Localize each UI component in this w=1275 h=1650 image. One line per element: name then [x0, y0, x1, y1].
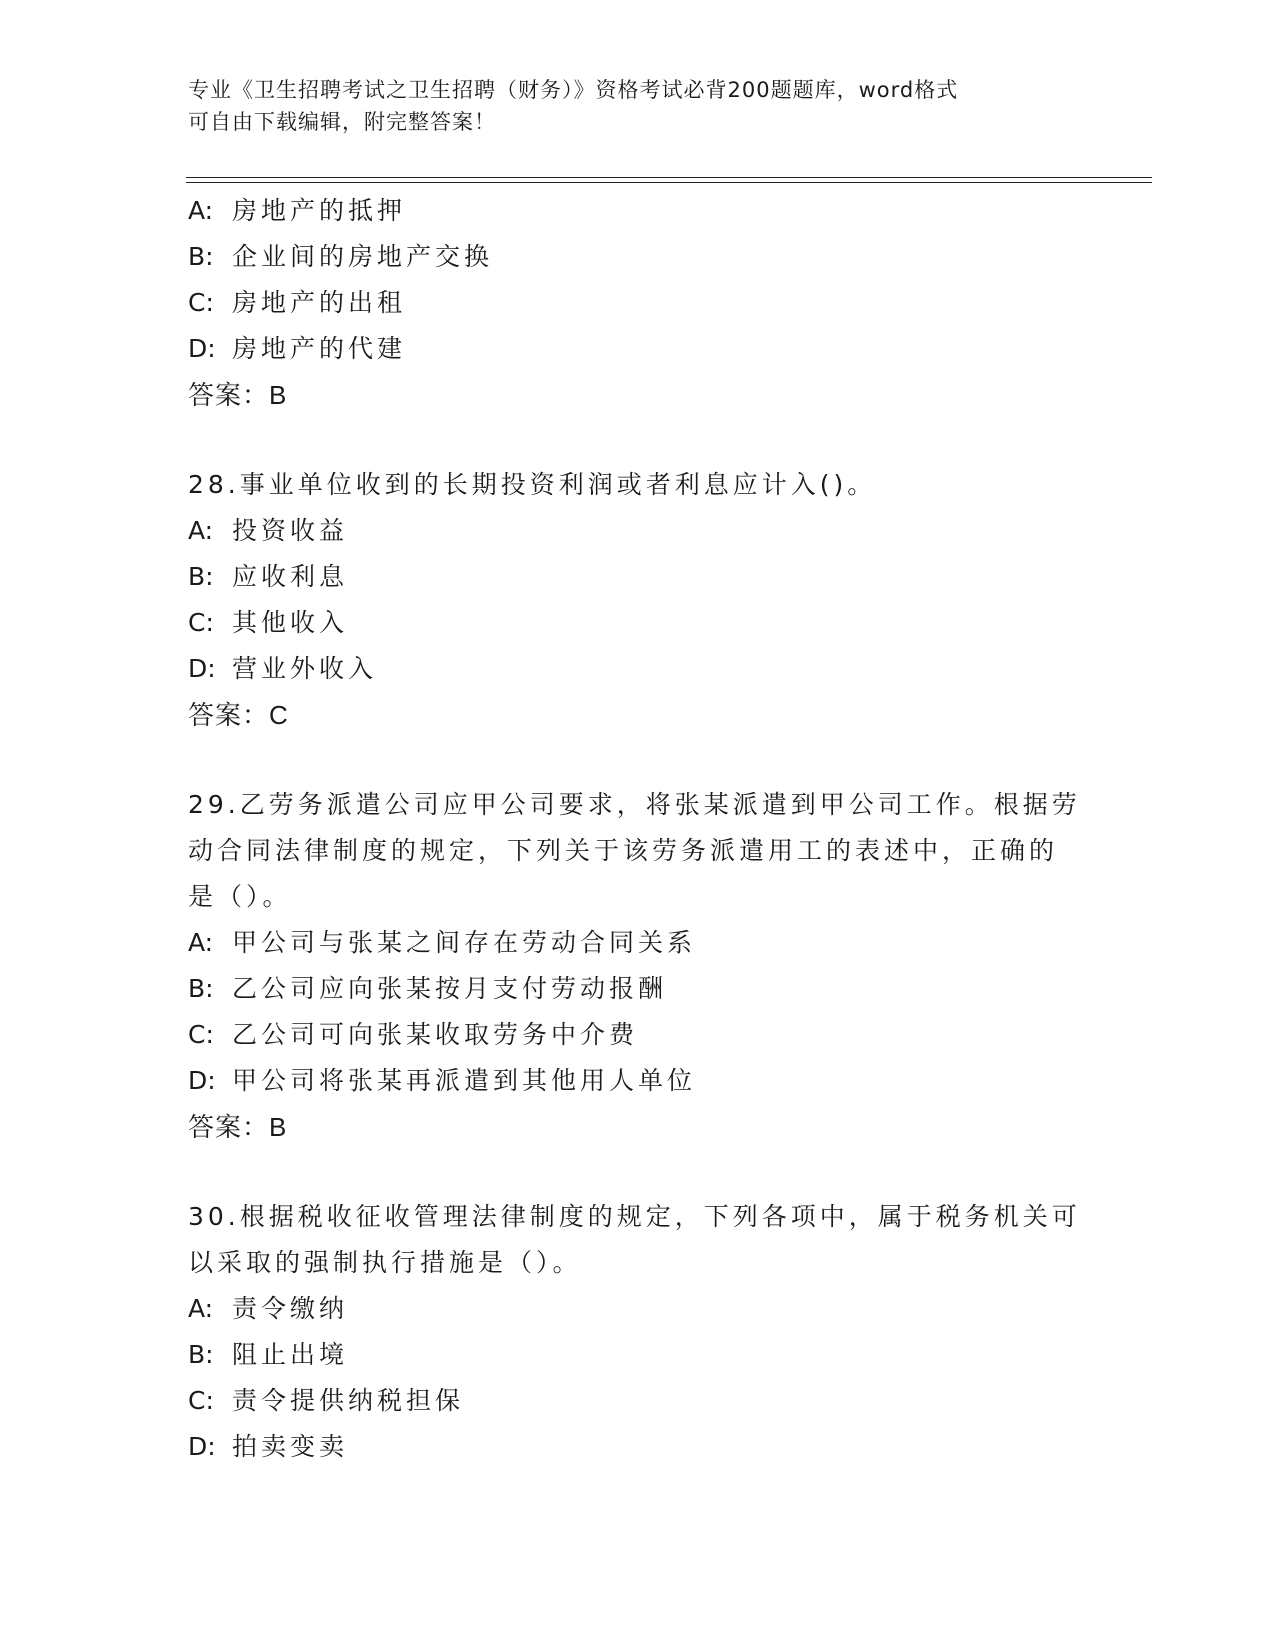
- option-a: [188, 508, 1088, 554]
- option-text: 房地产的出租: [232, 288, 407, 317]
- option-b: [188, 234, 1088, 280]
- option-letter: B:: [188, 974, 214, 1003]
- question-text-line-1: 29.乙劳务派遣公司应甲公司要求，将张某派遣到甲公司工作。根据劳: [188, 790, 1081, 819]
- option-d: [188, 326, 1088, 372]
- option-text: 乙公司应向张某按月支付劳动报酬: [232, 974, 668, 1003]
- option-d: [188, 1058, 1088, 1104]
- option-letter: D:: [188, 654, 216, 683]
- answer-line: 答案：B: [188, 1112, 288, 1142]
- question-text-line-2: 动合同法律制度的规定，下列关于该劳务派遣用工的表述中，正确的: [188, 836, 1059, 865]
- option-text: 责令提供纳税担保: [232, 1386, 465, 1415]
- option-text: 应收利息: [232, 562, 349, 591]
- option-letter: C:: [188, 288, 214, 317]
- header-line-1: 专业《卫生招聘考试之卫生招聘（财务）》资格考试必背200题题库，word格式: [188, 78, 959, 102]
- option-d: [188, 1424, 1088, 1470]
- option-text: 责令缴纳: [232, 1294, 349, 1323]
- option-text: 房地产的代建: [232, 334, 407, 363]
- option-text: 乙公司可向张某收取劳务中介费: [232, 1020, 639, 1049]
- option-letter: D:: [188, 1432, 216, 1461]
- answer-line: 答案：C: [188, 700, 289, 730]
- option-letter: C:: [188, 608, 214, 637]
- header-divider-top: [186, 177, 1152, 178]
- option-letter: D:: [188, 334, 216, 363]
- option-letter: A:: [188, 516, 214, 545]
- option-text: 拍卖变卖: [232, 1432, 349, 1461]
- option-text: 营业外收入: [232, 654, 378, 683]
- option-text: 其他收入: [232, 608, 349, 637]
- option-a: [188, 1286, 1088, 1332]
- option-letter: A:: [188, 928, 214, 957]
- question-list: [188, 188, 1088, 1470]
- option-b: [188, 554, 1088, 600]
- option-text: 阻止出境: [232, 1340, 349, 1369]
- document-header: [188, 74, 1068, 138]
- option-c: [188, 600, 1088, 646]
- option-text: 甲公司与张某之间存在劳动合同关系: [232, 928, 697, 957]
- option-c: [188, 1378, 1088, 1424]
- question-text-line-3: 是（）。: [188, 882, 292, 911]
- option-a: [188, 188, 1088, 234]
- option-text: 房地产的抵押: [232, 196, 407, 225]
- header-line-2: 可自由下载编辑，附完整答案！: [188, 110, 496, 134]
- option-letter: A:: [188, 1294, 214, 1323]
- option-letter: B:: [188, 242, 214, 271]
- question-text: 28.事业单位收到的长期投资利润或者利息应计入()。: [188, 470, 877, 499]
- option-letter: D:: [188, 1066, 216, 1095]
- question-block-30: [188, 1194, 1088, 1470]
- answer-line: 答案：B: [188, 380, 288, 410]
- option-letter: B:: [188, 1340, 214, 1369]
- option-letter: C:: [188, 1386, 214, 1415]
- option-letter: B:: [188, 562, 214, 591]
- option-text: 企业间的房地产交换: [232, 242, 494, 271]
- question-text-line-2: 以采取的强制执行措施是（）。: [188, 1248, 582, 1277]
- question-block-28: [188, 462, 1088, 738]
- question-text-line-1: 30.根据税收征收管理法律制度的规定，下列各项中，属于税务机关可: [188, 1202, 1081, 1231]
- option-text: 甲公司将张某再派遣到其他用人单位: [232, 1066, 697, 1095]
- question-block-27: [188, 188, 1088, 418]
- option-c: [188, 280, 1088, 326]
- option-text: 投资收益: [232, 516, 349, 545]
- question-block-29: [188, 782, 1088, 1150]
- header-divider-bottom: [186, 182, 1152, 183]
- option-letter: A:: [188, 196, 214, 225]
- option-b: [188, 1332, 1088, 1378]
- option-c: [188, 1012, 1088, 1058]
- option-b: [188, 966, 1088, 1012]
- option-letter: C:: [188, 1020, 214, 1049]
- option-d: [188, 646, 1088, 692]
- option-a: [188, 920, 1088, 966]
